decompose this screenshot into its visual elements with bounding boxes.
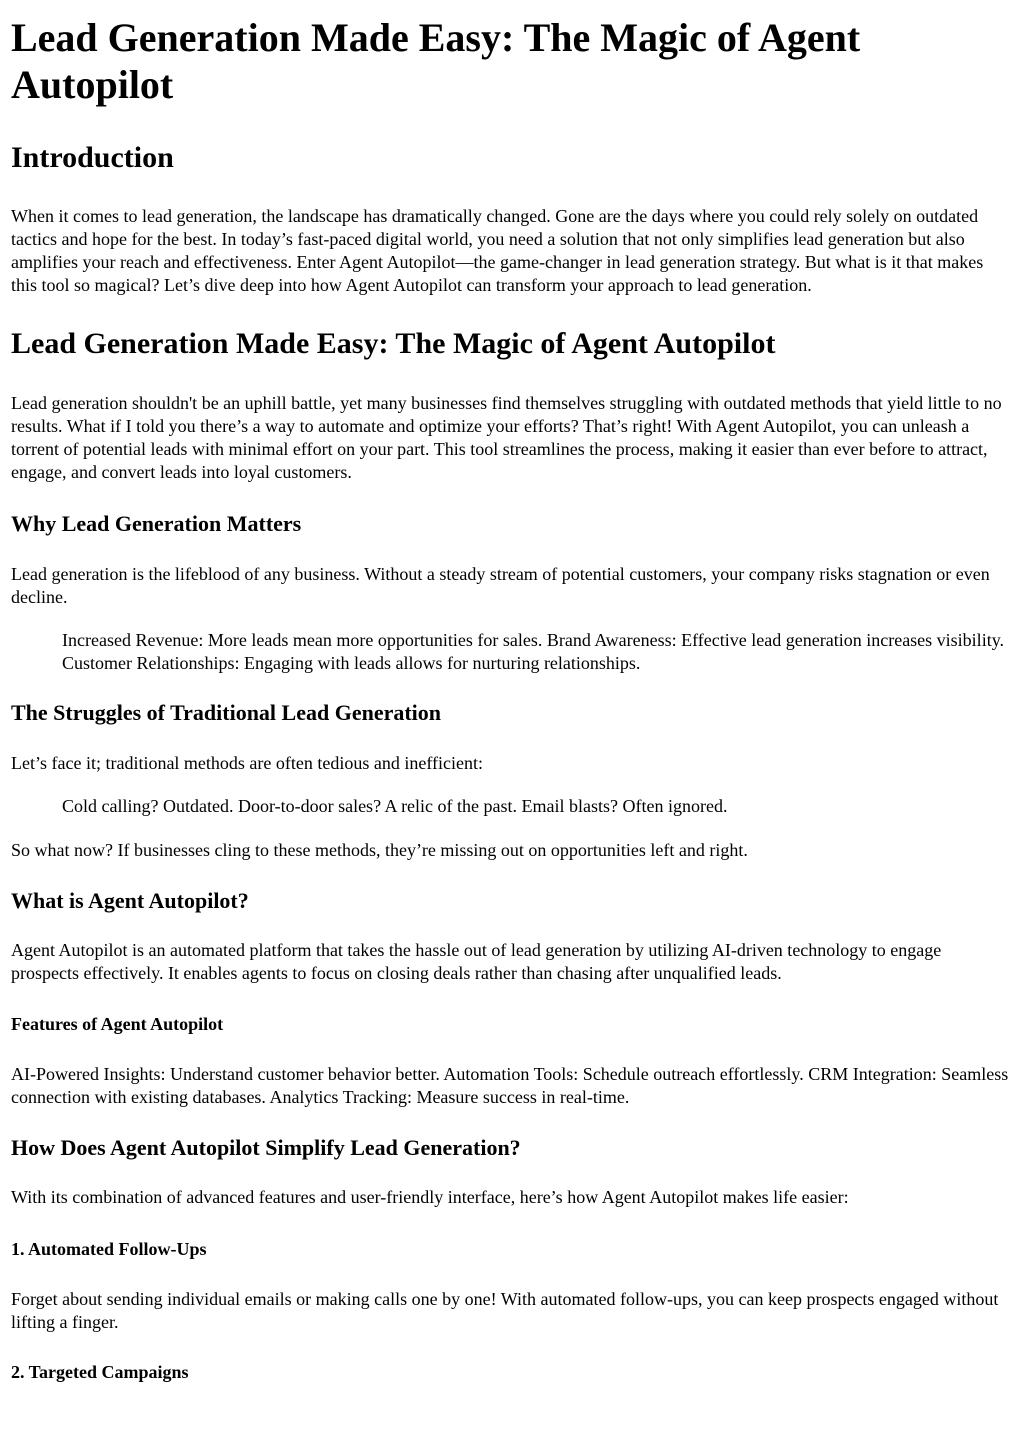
why-lead-generation-paragraph: Lead generation is the lifeblood of any business. Without a steady stream of potential customers, your company risks stagnation or even decline. [11,564,990,607]
struggles-paragraph: Let’s face it; traditional methods are often tedious and inefficient: [11,753,484,773]
introduction-heading: Introduction [11,141,174,174]
automated-follow-ups-heading: 1. Automated Follow-Ups [11,1239,207,1259]
why-lead-generation-heading: Why Lead Generation Matters [11,511,302,536]
how-simplify-paragraph: With its combination of advanced features and user-friendly interface, here’s how Agent Autopilot makes life easier: [11,1187,849,1207]
features-heading: Features of Agent Autopilot [11,1014,224,1034]
page-title: Lead Generation Made Easy: The Magic of Agent Autopilot [11,15,861,107]
section-heading: Lead Generation Made Easy: The Magic of Agent Autopilot [11,327,776,360]
struggles-quote: Cold calling? Outdated. Door-to-door sales? A relic of the past. Email blasts? Often ignored. [62,796,728,816]
what-is-agent-autopilot-heading: What is Agent Autopilot? [11,888,249,913]
automated-follow-ups-paragraph: Forget about sending individual emails or making calls one by one! With automated follow-ups, you can keep prospects engaged without lifting a finger. [11,1289,999,1332]
targeted-campaigns-heading: 2. Targeted Campaigns [11,1362,189,1382]
why-lead-generation-quote: Increased Revenue: More leads mean more opportunities for sales. Brand Awareness: Effective lead generation increases visibility. Customer Relationships: Engaging with leads allows for nurturing relationships. [62,630,1005,673]
how-simplify-heading: How Does Agent Autopilot Simplify Lead Generation? [11,1135,521,1160]
struggles-heading: The Struggles of Traditional Lead Generation [11,700,442,725]
what-is-agent-autopilot-paragraph: Agent Autopilot is an automated platform that takes the hassle out of lead generation by utilizing AI-driven technology to engage prospects effectively. It enables agents to focus on closing deals rather than chasing after unqualified leads. [11,940,942,983]
introduction-paragraph: When it comes to lead generation, the landscape has dramatically changed. Gone are the days where you could rely solely on outdated tactics and hope for the best. In today’s fast-paced digital world, you need a solution that not only simplifies lead generation but also amplifies your reach and effectiveness. Enter Agent Autopilot—the game-changer in lead generation strategy. But what is it that makes this tool so magical? Let’s dive deep into how Agent Autopilot can transform your approach to lead generation. [11,206,984,295]
struggles-followup-paragraph: So what now? If businesses cling to these methods, they’re missing out on opportunities left and right. [11,840,748,860]
features-paragraph: AI-Powered Insights: Understand customer behavior better. Automation Tools: Schedule outreach effortlessly. CRM Integration: Seamless connection with existing databases. Analytics Tracking: Measure success in real-time. [11,1064,1009,1107]
section-paragraph: Lead generation shouldn't be an uphill battle, yet many businesses find themselves struggling with outdated methods that yield little to no results. What if I told you there’s a way to automate and optimize your efforts? That’s right! With Agent Autopilot, you can unleash a torrent of potential leads with minimal effort on your part. This tool streamlines the process, making it easier than ever before to attract, engage, and convert leads into loyal customers. [11,393,1002,482]
